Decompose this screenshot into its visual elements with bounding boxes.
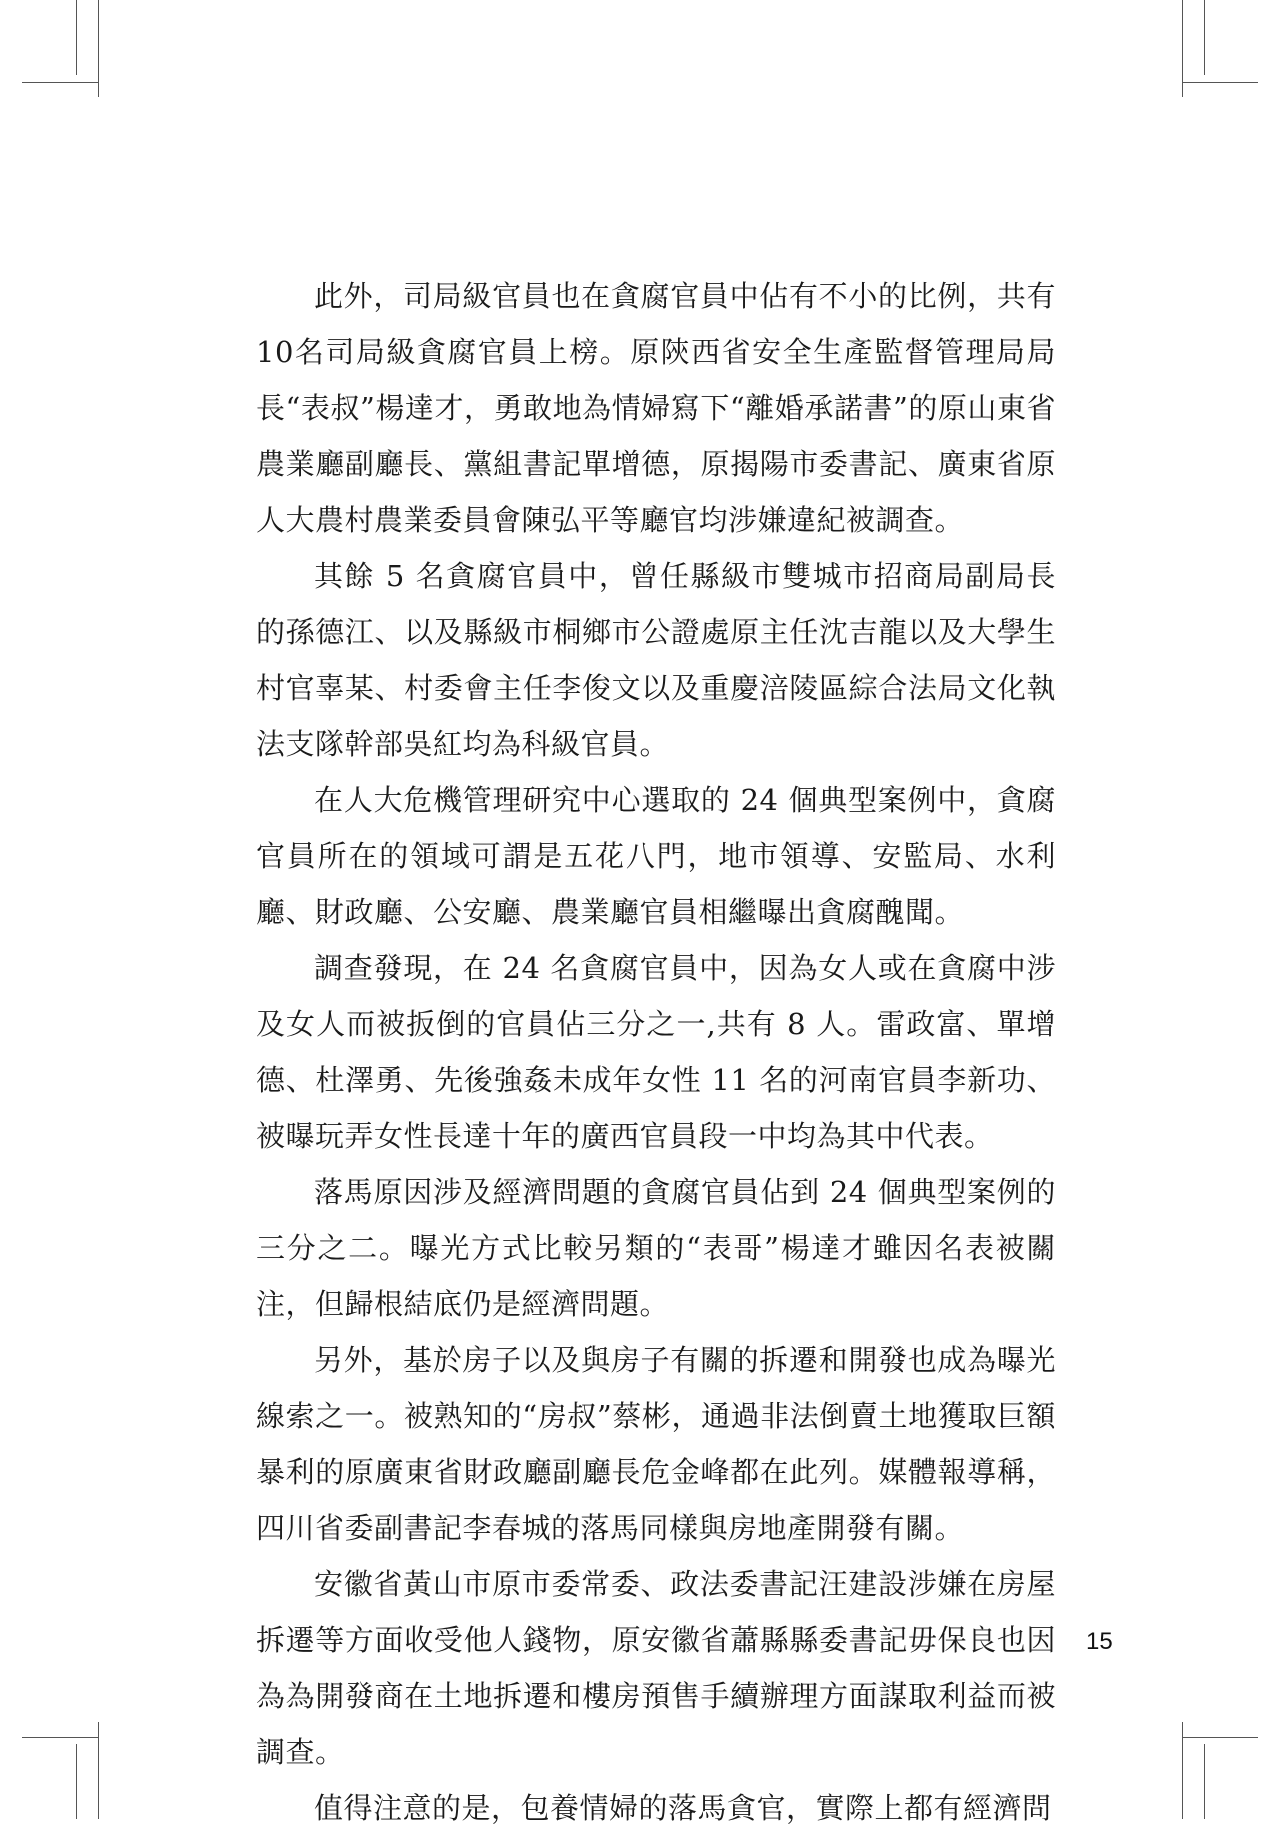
paragraph: 此外，司局級官員也在貪腐官員中佔有不小的比例，共有10名司局級貪腐官員上榜。原陝西省安全生產監督管理局局長“表叔”楊達才，勇敢地為情婦寫下“離婚承諾書”的原山東省農業廳副廳長、黨組書記單增德，原揭陽市委書記、廣東省原人大農村農業委員會陳弘平等廳官均涉嫌違紀被調查。 [256, 279, 1056, 537]
crop-mark [22, 1737, 98, 1738]
crop-mark [1182, 1737, 1258, 1738]
paragraph: 調查發現，在 24 名貪腐官員中，因為女人或在貪腐中涉及女人而被扳倒的官員佔三分之一,共有 8 人。雷政富、單增德、杜澤勇、先後強姦未成年女性 11 名的河南官員李新功、被曝玩弄女性長達十年的廣西官員段一中均為其中代表。 [256, 951, 1056, 1153]
paragraph: 其餘 5 名貪腐官員中，曾任縣級市雙城市招商局副局長的孫德江、以及縣級市桐鄉市公證處原主任沈吉龍以及大學生村官辜某、村委會主任李俊文以及重慶涪陵區綜合法局文化執法支隊幹部吳紅均為科級官員。 [256, 559, 1056, 761]
crop-mark [98, 0, 99, 97]
crop-mark [1182, 1722, 1183, 1819]
crop-mark [1204, 0, 1205, 75]
crop-mark [22, 82, 98, 83]
paragraph: 值得注意的是，包養情婦的落馬貪官，實際上都有經濟問 [314, 1791, 1052, 1825]
paragraph: 在人大危機管理研究中心選取的 24 個典型案例中，貪腐官員所在的領域可謂是五花八門，地市領導、安監局、水利廳、財政廳、公安廳、農業廳官員相繼曝出貪腐醜聞。 [256, 783, 1056, 929]
paragraph: 另外，基於房子以及與房子有關的拆遷和開發也成為曝光線索之一。被熟知的“房叔”蔡彬，通過非法倒賣土地獲取巨額暴利的原廣東省財政廳副廳長危金峰都在此列。媒體報導稱，四川省委副書記李春城的落馬同樣與房地產開發有關。 [256, 1343, 1056, 1545]
paragraph: 安徽省黃山市原市委常委、政法委書記汪建設涉嫌在房屋拆遷等方面收受他人錢物，原安徽省蕭縣縣委書記毋保良也因為為開發商在土地拆遷和樓房預售手續辦理方面謀取利益而被調查。 [256, 1567, 1056, 1769]
crop-mark [1182, 82, 1258, 83]
crop-mark [98, 1722, 99, 1819]
crop-mark [76, 1744, 77, 1819]
page-number: 15 [1086, 1628, 1113, 1655]
crop-mark [1204, 1744, 1205, 1819]
paragraph: 落馬原因涉及經濟問題的貪腐官員佔到 24 個典型案例的三分之二。曝光方式比較另類的“表哥”楊達才雖因名表被關注，但歸根結底仍是經濟問題。 [256, 1175, 1056, 1321]
crop-mark [76, 0, 77, 75]
body-text [256, 268, 1056, 1836]
crop-mark [1182, 0, 1183, 97]
